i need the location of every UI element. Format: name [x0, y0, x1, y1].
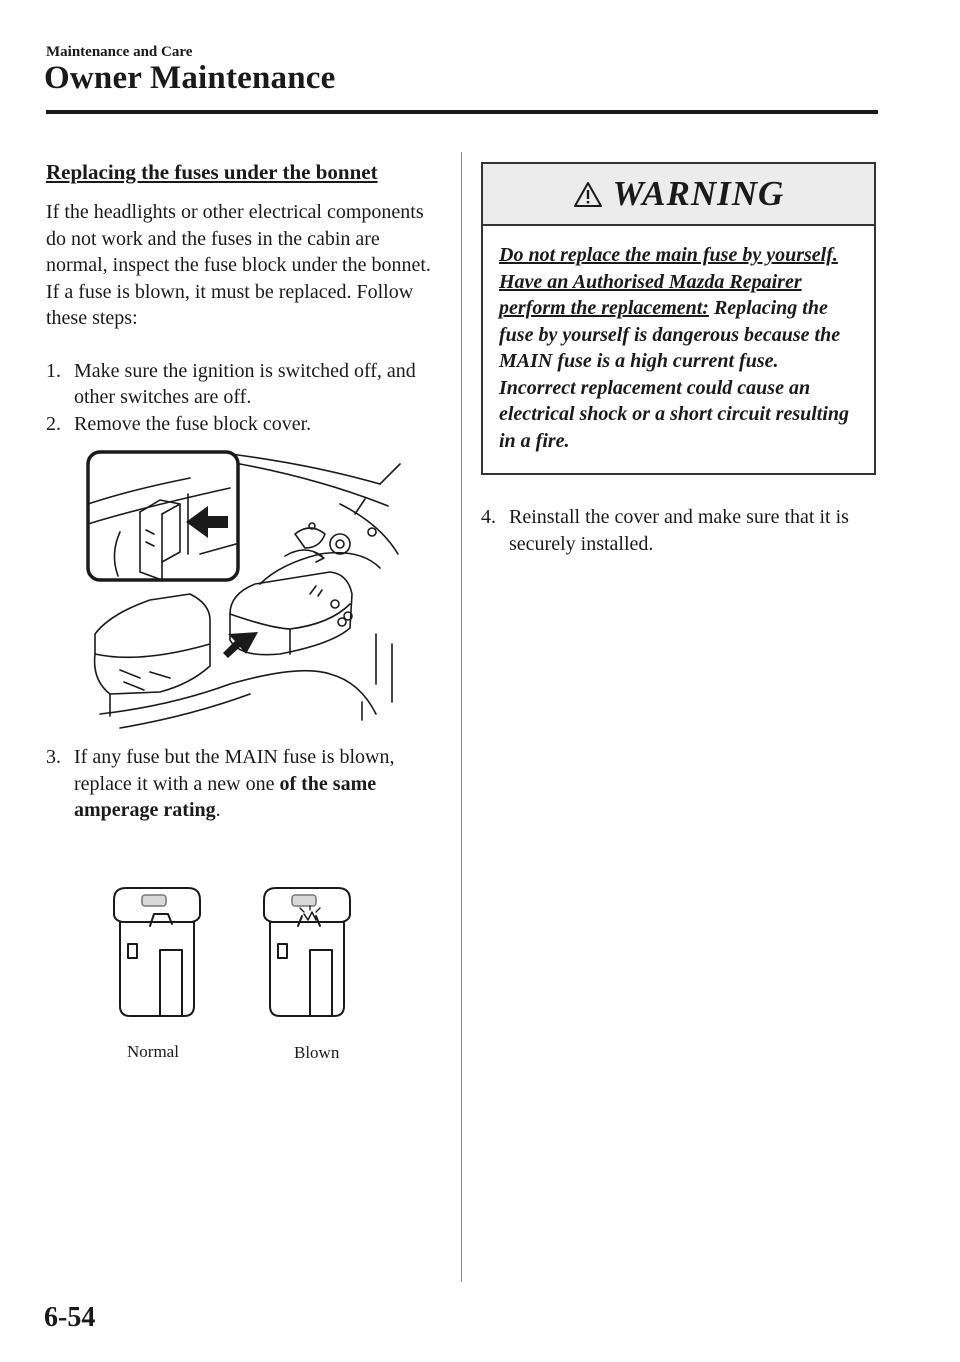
step-1 [46, 358, 441, 411]
step-text: Make sure the ignition is switched off, and other switches are off. [74, 359, 416, 408]
step-number: 3. [46, 746, 61, 768]
step-2 [46, 411, 441, 438]
step-end: . [215, 799, 221, 821]
step-text: If any fuse but the MAIN fuse is blown, replace it with a new one [74, 746, 395, 795]
step-emphasis: of the same amperage rating [74, 772, 377, 821]
intro-paragraph: If the headlights or other electrical components do not work and the fuses in the cabin are normal, inspect the fuse block under the bonnet. If a fuse is blown, it must be replaced. Follow these steps: [46, 201, 431, 329]
caption-normal: Normal [127, 1042, 179, 1061]
caption-blown: Blown [294, 1043, 340, 1062]
step-4 [481, 504, 876, 557]
step-text: Reinstall the cover and make sure that it is securely installed. [509, 506, 849, 555]
warning-title: WARNING [612, 174, 785, 213]
step-number: 4. [481, 506, 496, 528]
page-title: Owner Maintenance [44, 60, 336, 96]
section-heading: Replacing the fuses under the bonnet [46, 160, 378, 184]
step-number: 2. [46, 412, 61, 435]
left-column [46, 160, 441, 437]
step-3 [46, 744, 441, 824]
fuse-block-illustration [80, 444, 405, 734]
warning-underlined-text: Do not replace the main fuse by yourself. Have an Authorised Mazda Repairer perform the replacement: [499, 244, 838, 319]
warning-header [483, 164, 874, 226]
step-text: Remove the fuse block cover. [74, 412, 312, 435]
warning-box [481, 162, 876, 475]
section-label: Maintenance and Care [46, 44, 193, 60]
warning-text: Replacing the fuse by yourself is dangerous because the MAIN fuse is a high current fuse. Incorrect replacement could cause an electrical shock or a short circuit resulting in a fire. [499, 297, 850, 452]
step-number: 1. [46, 359, 61, 382]
title-rule [46, 110, 878, 114]
steps-list [46, 358, 441, 438]
warning-triangle-icon [573, 181, 603, 208]
page-number: 6-54 [44, 1302, 96, 1333]
warning-body [483, 226, 874, 454]
column-divider [461, 152, 462, 1282]
